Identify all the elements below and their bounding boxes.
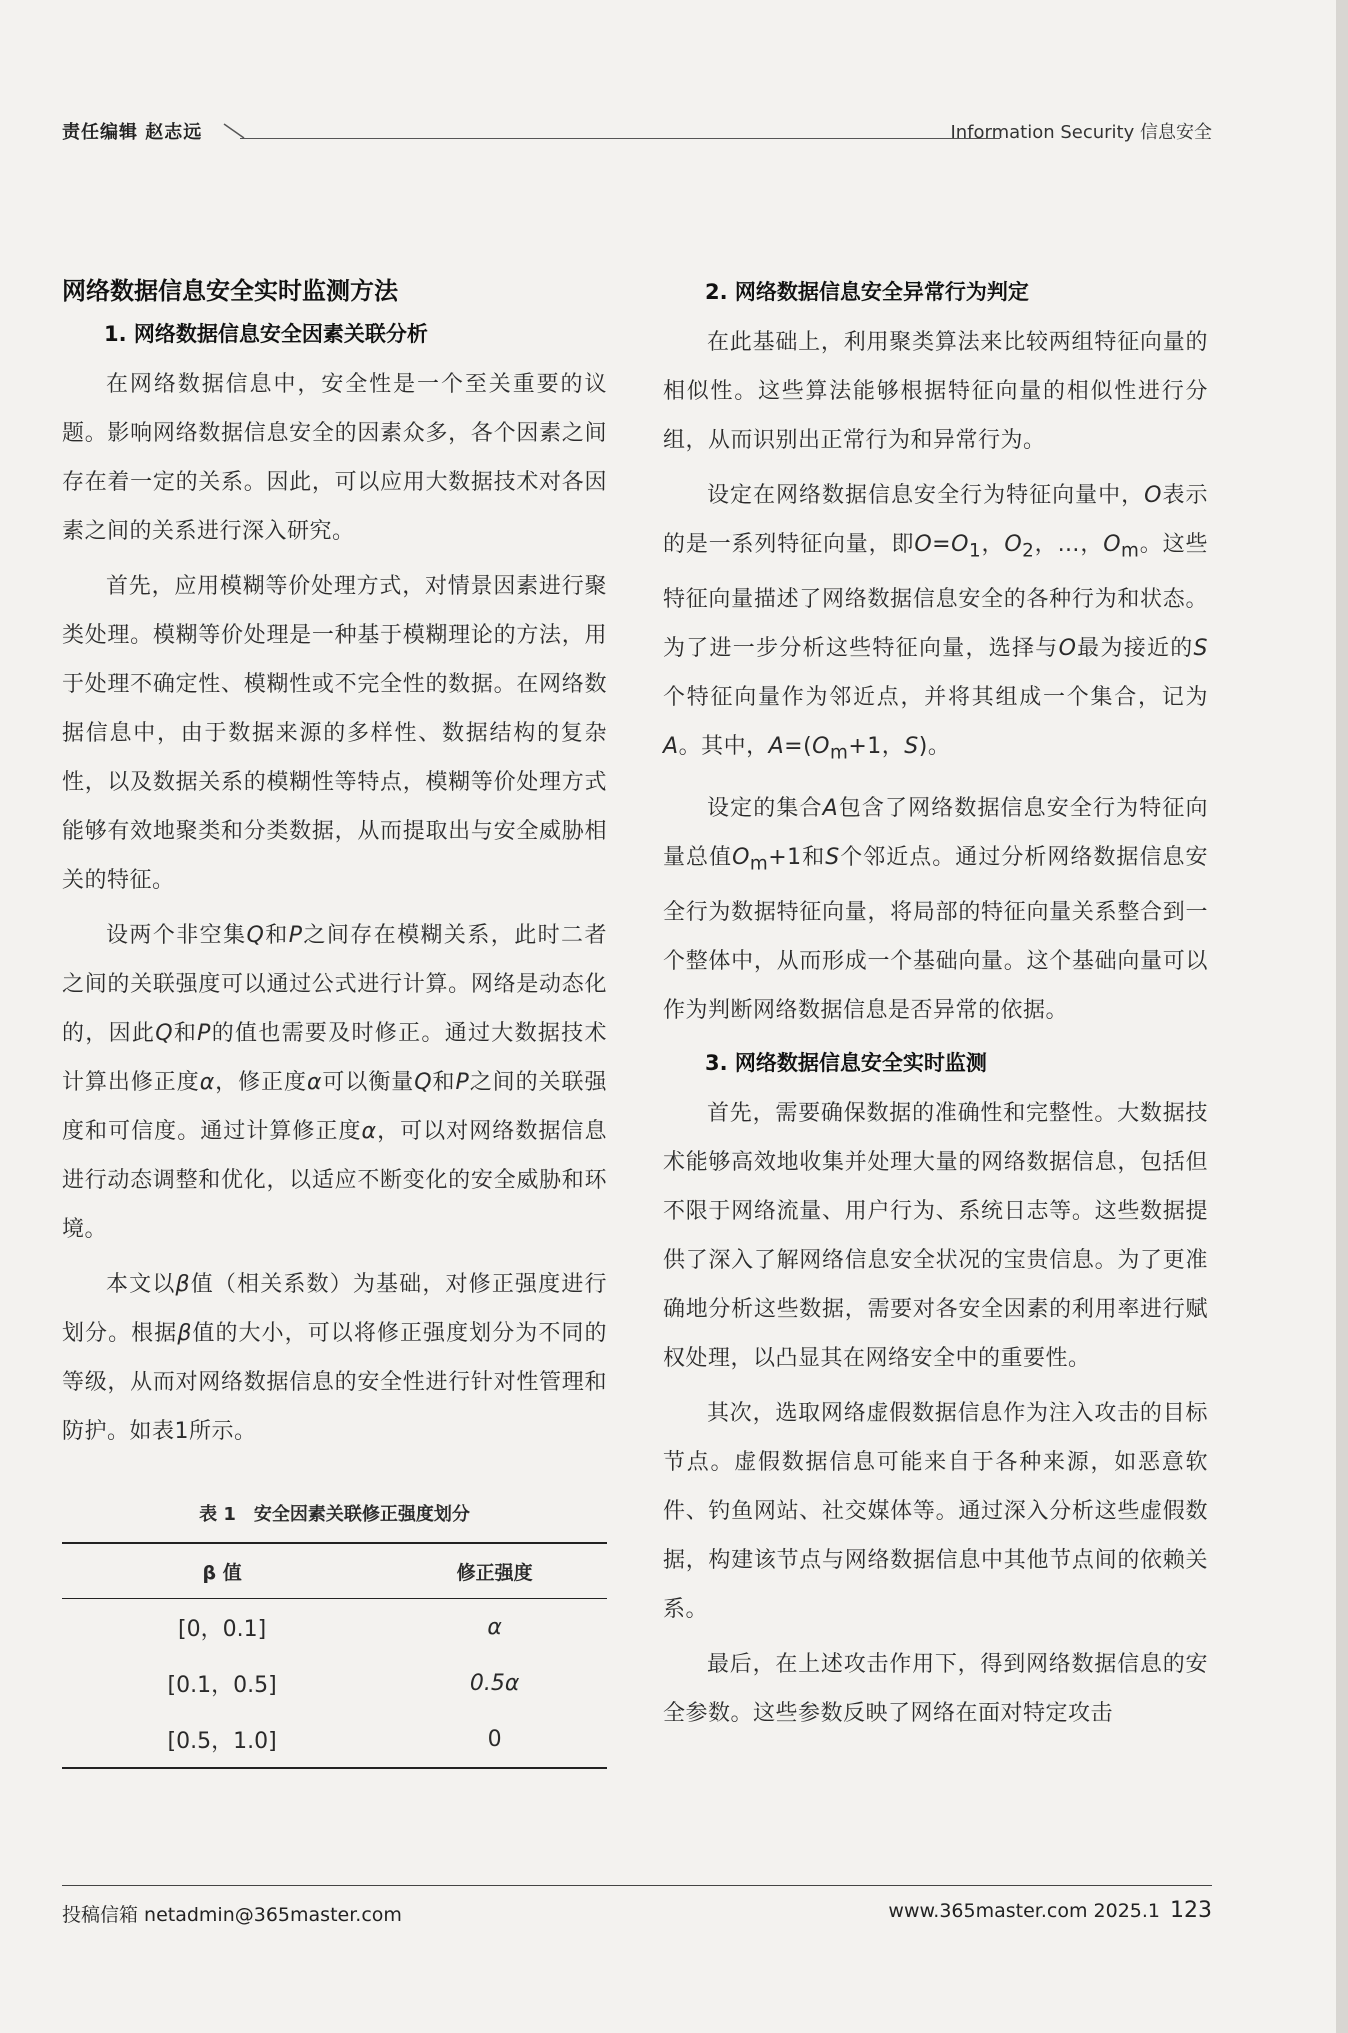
paragraph: 设两个非空集Q和P之间存在模糊关系，此时二者之间的关联强度可以通过公式进行计算。网络是动态化的，因此Q和P的值也需要及时修正。通过大数据技术计算出修正度α，修正度α可以衡量Q和P之间的关联强度和可信度。通过计算修正度α，可以对网络数据信息进行动态调整和优化，以适应不断变化的安全威胁和环境。	[62, 923, 607, 1242]
right-column	[663, 270, 1208, 1744]
paragraph: 在此基础上，利用聚类算法来比较两组特征向量的相似性。这些算法能够根据特征向量的相似性进行分组，从而识别出正常行为和异常行为。	[663, 330, 1208, 453]
running-header	[62, 114, 1212, 148]
footer-site-issue: www.365master.com 2025.1 123	[888, 1898, 1212, 1923]
section-title: 网络数据信息安全实时监测方法	[62, 277, 398, 305]
table-header-cell: β 值	[62, 1543, 382, 1599]
subsection-1-title: 1. 网络数据信息安全因素关联分析	[104, 322, 428, 346]
table-row	[62, 1599, 607, 1656]
table-cell: α	[487, 1614, 502, 1640]
table-row	[62, 1711, 607, 1768]
paragraph: 最后，在上述攻击作用下，得到网络数据信息的安全参数。这些参数反映了网络在面对特定攻击	[663, 1652, 1208, 1727]
submission-email: 投稿信箱 netadmin@365master.com	[62, 1904, 402, 1926]
running-footer	[62, 1885, 1212, 1926]
header-rule	[240, 138, 1000, 139]
table-caption: 表 1 安全因素关联修正强度划分	[199, 1504, 470, 1525]
journal-section: Information Security 信息安全	[950, 122, 1212, 143]
paragraph: 首先，需要确保数据的准确性和完整性。大数据技术能够高效地收集并处理大量的网络数据信息，包括但不限于网络流量、用户行为、系统日志等。这些数据提供了深入了解网络信息安全状况的宝贵信息。为了更准确地分析这些数据，需要对各安全因素的利用率进行赋权处理，以凸显其在网络安全中的重要性。	[663, 1101, 1208, 1372]
table-cell: [0，0.1]	[178, 1616, 267, 1642]
table-cell: [0.5，1.0]	[62, 1711, 382, 1768]
paragraph: 在网络数据信息中，安全性是一个至关重要的议题。影响网络数据信息安全的因素众多，各个因素之间存在着一定的关系。因此，可以应用大数据技术对各因素之间的关系进行深入研究。	[62, 372, 607, 544]
table-cell: [0.1，0.5]	[167, 1672, 277, 1698]
table-header-row	[62, 1543, 607, 1599]
table-cell: 0	[382, 1711, 607, 1768]
paragraph: 设定在网络数据信息安全行为特征向量中，O表示的是一系列特征向量，即$O=O_1$，$O_2$，…，$O_m$。这些特征向量描述了网络数据信息安全的各种行为和状态。为了进一步分析这些特征向量，选择与O最为接近的S个特征向量作为邻近点，并将其组成一个集合，记为A。其中，$A=(O_m+1$，S)。	[663, 483, 1208, 764]
strength-table	[62, 1542, 607, 1769]
table-row	[62, 1655, 607, 1711]
page-edge-shadow	[1336, 0, 1348, 2033]
left-column	[62, 270, 607, 1769]
paragraph: 本文以β值（相关系数）为基础，对修正强度进行划分。根据β值的大小，可以将修正强度划分为不同的等级，从而对网络数据信息的安全性进行针对性管理和防护。如表1所示。	[62, 1272, 607, 1444]
subsection-2-title: 2. 网络数据信息安全异常行为判定	[705, 280, 1029, 304]
paragraph: 设定的集合A包含了网络数据信息安全行为特征向量总值$O_m+1$和S个邻近点。通过分析网络数据信息安全行为数据特征向量，将局部的特征向量关系整合到一个整体中，从而形成一个基础向量。这个基础向量可以作为判断网络数据信息是否异常的依据。	[663, 795, 1208, 1024]
table-header-cell: 修正强度	[382, 1543, 607, 1599]
paragraph: 首先，应用模糊等价处理方式，对情景因素进行聚类处理。模糊等价处理是一种基于模糊理论的方法，用于处理不确定性、模糊性或不完全性的数据。在网络数据信息中，由于数据来源的多样性、数据结构的复杂性，以及数据关系的模糊性等特点，模糊等价处理方式能够有效地聚类和分类数据，从而提取出与安全威胁相关的特征。	[62, 574, 607, 893]
subsection-3-title: 3. 网络数据信息安全实时监测	[705, 1051, 987, 1076]
table-cell: 0.5α	[469, 1670, 520, 1696]
paragraph: 其次，选取网络虚假数据信息作为注入攻击的目标节点。虚假数据信息可能来自于各种来源，如恶意软件、钓鱼网站、社交媒体等。通过深入分析这些虚假数据，构建该节点与网络数据信息中其他节点间的依赖关系。	[663, 1401, 1208, 1623]
page-number: 123	[1170, 1898, 1212, 1923]
editor-credit: 责任编辑 赵志远	[62, 122, 203, 143]
